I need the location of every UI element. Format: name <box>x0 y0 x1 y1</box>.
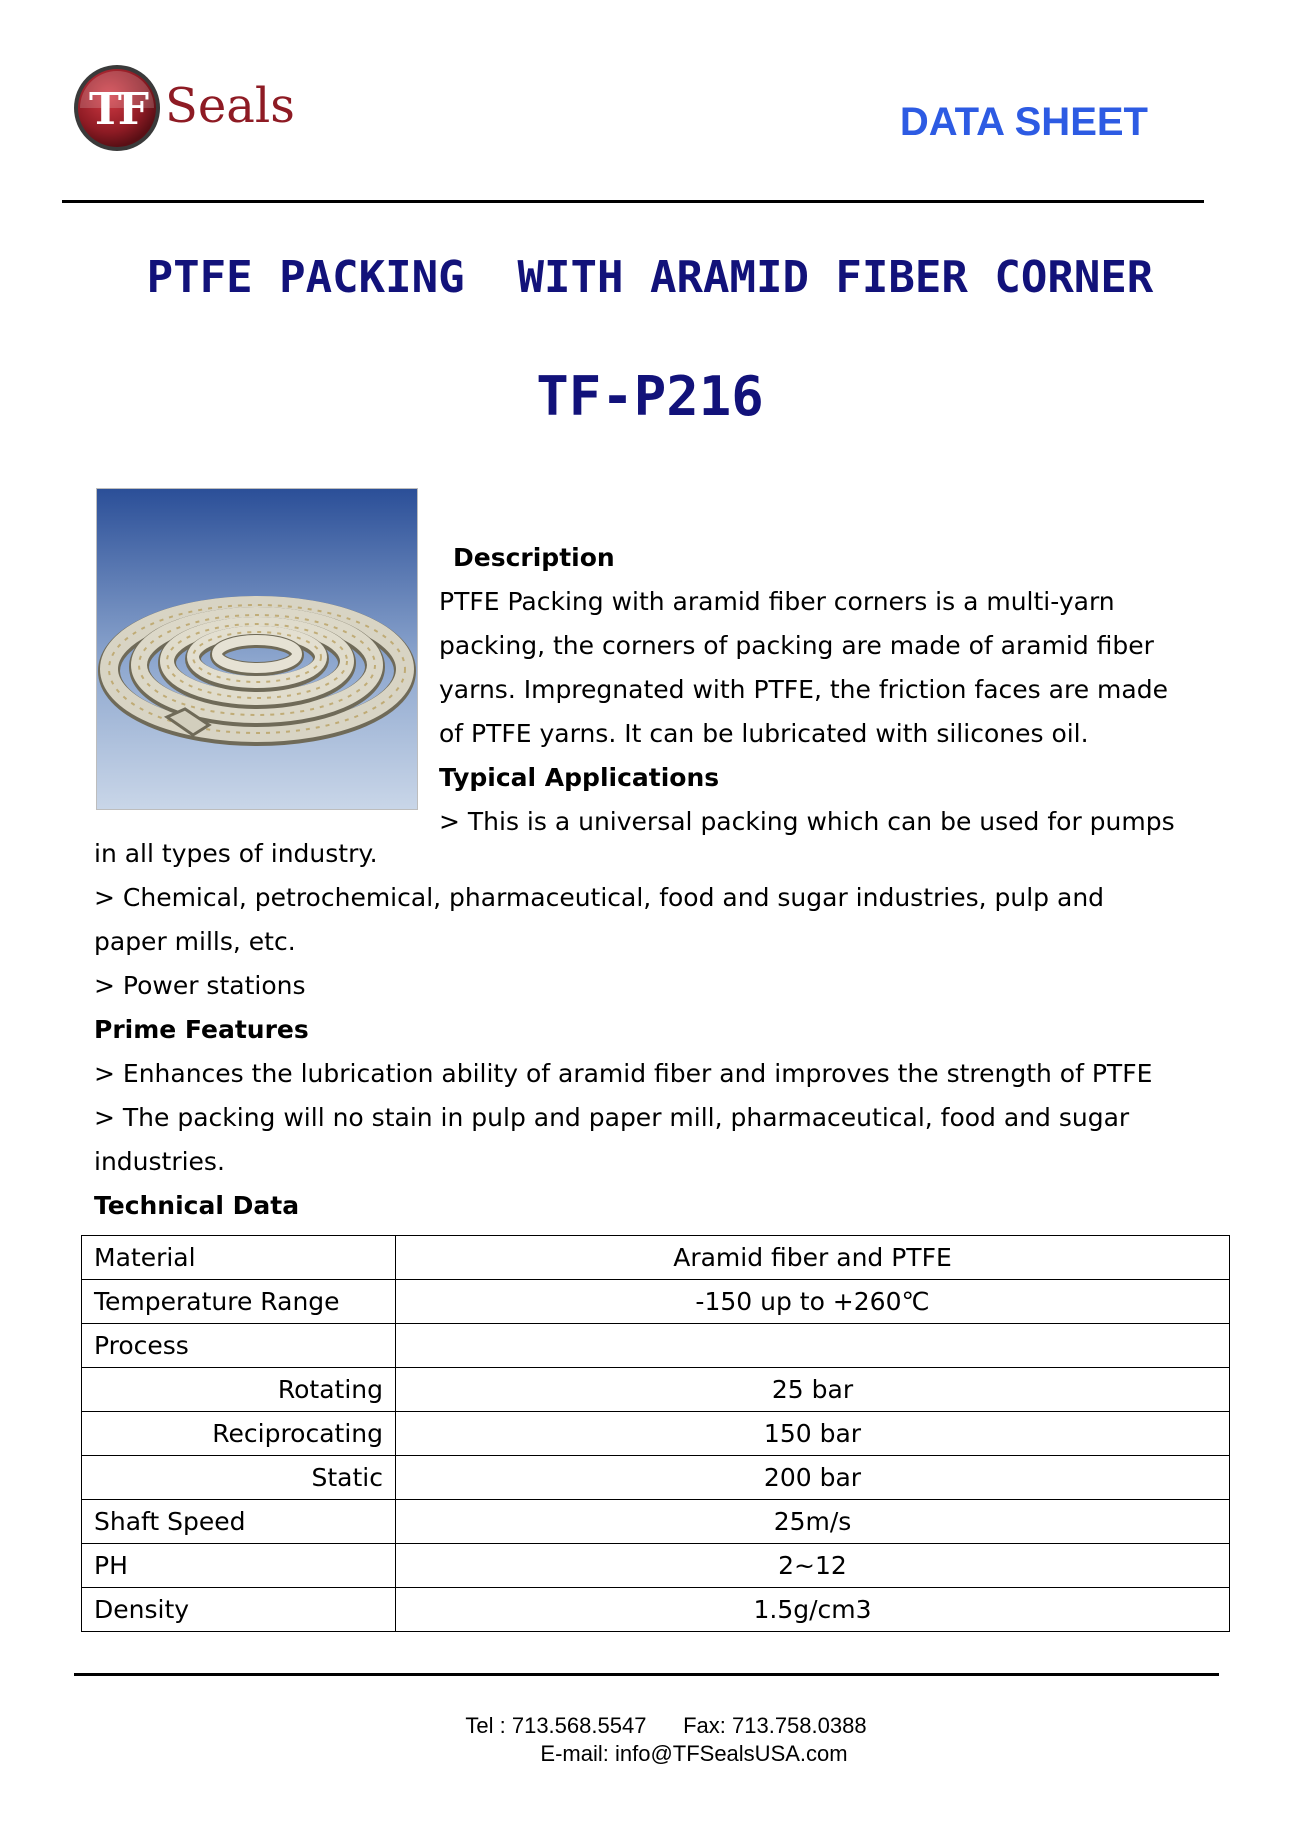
email-line: E-mail: info@TFSealsUSA.com <box>540 1741 848 1766</box>
logo-letters: TF <box>89 84 145 135</box>
value-cell: Aramid fiber and PTFE <box>396 1236 1230 1280</box>
company-logo <box>72 58 332 158</box>
param-cell: Shaft Speed <box>82 1500 396 1544</box>
param-cell: Density <box>82 1588 396 1632</box>
value-cell: 150 bar <box>396 1412 1230 1456</box>
product-model: TF-P216 <box>536 365 764 428</box>
value-cell: -150 up to +260℃ <box>396 1280 1230 1324</box>
features-line: > Enhances the lubrication ability of aramid fiber and improves the strength of PTFE <box>94 1059 1153 1088</box>
param-cell: PH <box>82 1544 396 1588</box>
footer-divider <box>74 1673 1219 1676</box>
value-cell: 200 bar <box>396 1456 1230 1500</box>
param-cell: Static <box>82 1456 396 1500</box>
description-line: yarns. Impregnated with PTFE, the friction faces are made <box>439 675 1168 704</box>
value-cell: 2~12 <box>396 1544 1230 1588</box>
full-width-text <box>94 832 1234 1228</box>
applications-line: > This is a universal packing which can be used for pumps <box>439 807 1175 836</box>
table-row <box>82 1368 1230 1412</box>
applications-line: > Power stations <box>94 971 306 1000</box>
phone-fax-line: Tel : 713.568.5547 Fax: 713.758.0388 <box>465 1713 867 1738</box>
technical-heading: Technical Data <box>94 1191 300 1220</box>
applications-line: paper mills, etc. <box>94 927 296 956</box>
param-cell: Process <box>82 1324 396 1368</box>
features-heading: Prime Features <box>94 1015 309 1044</box>
table-row <box>82 1456 1230 1500</box>
description-heading: Description <box>453 543 615 572</box>
table-row <box>82 1588 1230 1632</box>
doc-type-label: DATA SHEET <box>899 100 1148 144</box>
description-line: packing, the corners of packing are made of aramid fiber <box>439 631 1154 660</box>
contact-footer <box>0 1712 1300 1768</box>
table-row <box>82 1544 1230 1588</box>
applications-heading: Typical Applications <box>439 763 720 792</box>
applications-line: in all types of industry. <box>94 839 378 868</box>
table-row <box>82 1236 1230 1280</box>
technical-data-table <box>81 1235 1230 1632</box>
table-row <box>82 1500 1230 1544</box>
packing-coil-image <box>97 489 417 809</box>
table-row <box>82 1412 1230 1456</box>
param-cell: Reciprocating <box>82 1412 396 1456</box>
value-cell: 25 bar <box>396 1368 1230 1412</box>
product-photo <box>96 488 418 810</box>
value-cell: 25m/s <box>396 1500 1230 1544</box>
features-line: industries. <box>94 1147 225 1176</box>
description-section <box>439 536 1239 844</box>
applications-line: > Chemical, petrochemical, pharmaceutical, food and sugar industries, pulp and <box>94 883 1105 912</box>
logo-wordmark: Seals <box>165 78 295 134</box>
param-cell: Material <box>82 1236 396 1280</box>
description-line: of PTFE yarns. It can be lubricated with silicones oil. <box>439 719 1089 748</box>
value-cell: 1.5g/cm3 <box>396 1588 1230 1632</box>
table-row <box>82 1324 1230 1368</box>
features-line: > The packing will no stain in pulp and paper mill, pharmaceutical, food and sugar <box>94 1103 1130 1132</box>
param-cell: Temperature Range <box>82 1280 396 1324</box>
product-title: PTFE PACKING WITH ARAMID FIBER CORNER <box>146 252 1154 303</box>
value-cell <box>396 1324 1230 1368</box>
table-row <box>82 1280 1230 1324</box>
description-line: PTFE Packing with aramid fiber corners is a multi-yarn <box>439 587 1115 616</box>
header-divider <box>62 200 1204 203</box>
param-cell: Rotating <box>82 1368 396 1412</box>
